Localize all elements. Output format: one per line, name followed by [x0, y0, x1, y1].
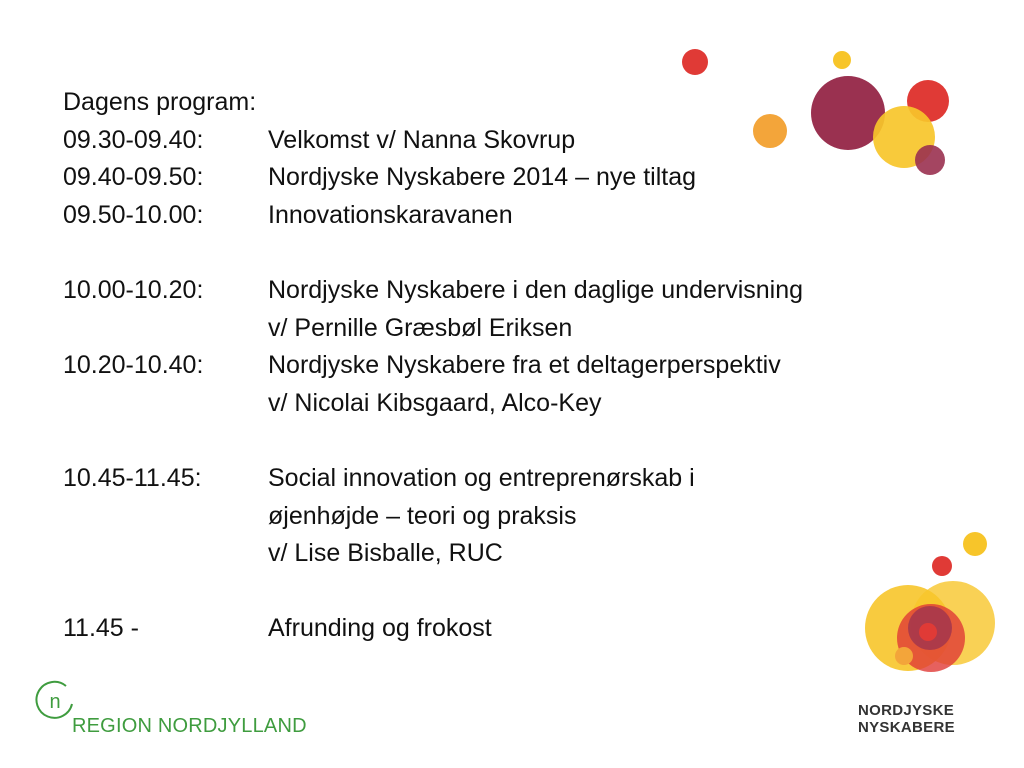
logo-core-red: [919, 623, 937, 641]
program-time: 09.40-09.50:: [63, 163, 204, 192]
program-item: [63, 122, 903, 160]
nordjyske-nyskabere-wordmark: [858, 702, 955, 736]
program-title: Innovationskaravanen: [268, 200, 513, 229]
program-speaker: v/ Lise Bisballe, RUC: [268, 539, 503, 568]
program-time: 11.45 -: [63, 614, 139, 643]
program-speaker: v/ Nicolai Kibsgaard, Alco-Key: [268, 388, 602, 417]
spacer: [63, 573, 903, 611]
brand-line-2: NYSKABERE: [858, 719, 955, 736]
time-placeholder: [63, 385, 268, 423]
program-title-continued: øjenhøjde – teori og praksis: [268, 501, 577, 530]
program-item: [63, 347, 903, 385]
spacer: [63, 422, 903, 460]
time-placeholder: [63, 310, 268, 348]
program-item: [63, 610, 903, 648]
program-title: Nordjyske Nyskabere 2014 – nye tiltag: [268, 163, 697, 192]
logo-dot-orange: [895, 647, 913, 665]
program-title: Nordjyske Nyskabere i den daglige undervisning: [268, 275, 804, 304]
bubble-yellow-tiny: [833, 51, 851, 69]
time-placeholder: [63, 535, 268, 573]
program-time: 10.20-10.40:: [63, 351, 204, 380]
region-logo-letter: n: [49, 691, 61, 713]
program-item-continuation: [63, 535, 903, 573]
program-speaker: v/ Pernille Græsbøl Eriksen: [268, 313, 573, 342]
program-title: Afrunding og frokost: [268, 614, 492, 643]
program-time: 10.00-10.20:: [63, 275, 204, 304]
program-time: 09.30-09.40:: [63, 125, 204, 154]
region-name: REGION NORDJYLLAND: [72, 715, 307, 737]
spacer: [63, 234, 903, 272]
program-time: 10.45-11.45:: [63, 463, 202, 492]
program-time: 09.50-10.00:: [63, 200, 204, 229]
program-item: [63, 197, 903, 235]
program-item-continuation: [63, 385, 903, 423]
bubble-maroon-small: [915, 145, 945, 175]
program-item-continuation: [63, 310, 903, 348]
program-title: Velkomst v/ Nanna Skovrup: [268, 125, 576, 154]
program-item: [63, 159, 903, 197]
nordjyske-nyskabere-logo-icon: [858, 528, 1008, 698]
time-placeholder: [63, 498, 268, 536]
program: [63, 84, 903, 648]
bubble-red-small: [682, 49, 708, 75]
program-item: [63, 272, 903, 310]
program-item-continuation: [63, 498, 903, 536]
brand-line-1: NORDJYSKE: [858, 702, 955, 719]
logo-dot-red: [932, 556, 952, 576]
logo-dot-yellow: [963, 532, 987, 556]
program-title: Nordjyske Nyskabere fra et deltagerperspektiv: [268, 351, 781, 380]
program-item: [63, 460, 903, 498]
program-title: Social innovation og entreprenørskab i: [268, 463, 695, 492]
program-heading: Dagens program:: [63, 88, 257, 116]
